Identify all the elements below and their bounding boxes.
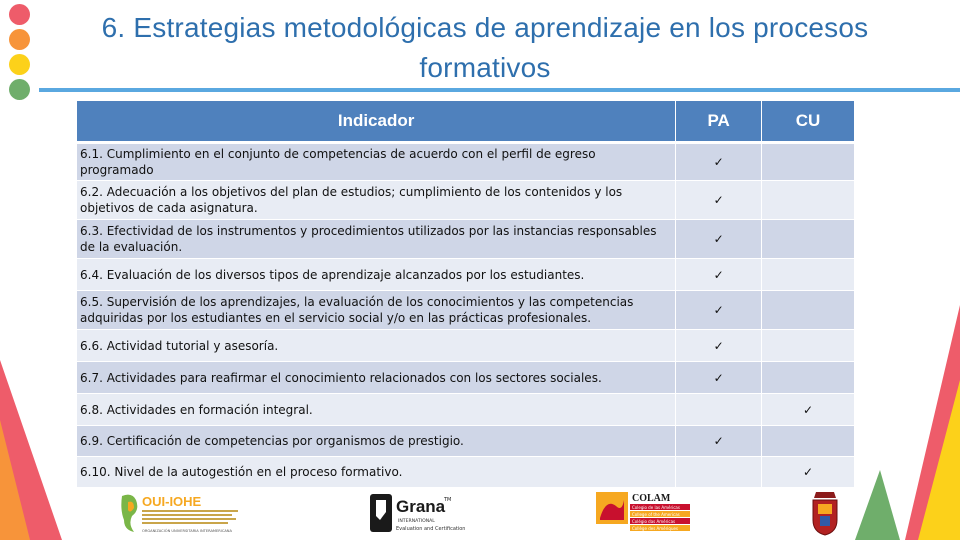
- dot-orange: [9, 29, 30, 50]
- pa-check-icon: ✓: [676, 259, 762, 291]
- header-pa: PA: [676, 101, 762, 143]
- pa-check-icon: ✓: [676, 143, 762, 181]
- table-row: [77, 143, 855, 181]
- table-row: [77, 330, 855, 362]
- indicator-text: 6.2. Adecuación a los objetivos del plan de estudios; cumplimiento de los contenidos y los objetivos de cada asignatura.: [77, 181, 676, 220]
- oui-logo-name: OUI-IOHE: [142, 494, 202, 509]
- dot-yellow: [9, 54, 30, 75]
- cu-cell: [762, 330, 855, 362]
- colam-line: Collège des Amériques: [632, 526, 679, 531]
- dot-green: [9, 79, 30, 100]
- footer-logos: [100, 490, 860, 538]
- header-cu: CU: [762, 101, 855, 143]
- cu-cell: [762, 143, 855, 181]
- indicator-text: 6.6. Actividad tutorial y asesoría.: [77, 330, 676, 362]
- header-indicador: Indicador: [77, 101, 676, 143]
- pa-check-icon: ✓: [676, 181, 762, 220]
- pa-check-icon: ✓: [676, 426, 762, 457]
- cu-cell: [762, 220, 855, 259]
- cu-check-icon: ✓: [762, 394, 855, 426]
- grana-logo-name: Grana: [396, 497, 446, 516]
- right-red-shape: [905, 305, 960, 540]
- table-row: [77, 181, 855, 220]
- grana-logo: [368, 490, 478, 536]
- pa-check-icon: ✓: [676, 362, 762, 394]
- dot-red: [9, 4, 30, 25]
- oui-iohe-logo: [118, 490, 248, 536]
- indicator-text: 6.5. Supervisión de los aprendizajes, la evaluación de los conocimientos y las competencias adquiridas por los estudiantes en el servicio social y/o en las prácticas profesionales.: [77, 291, 676, 330]
- colam-line: College of the Americas: [632, 512, 680, 517]
- pa-check-icon: ✓: [676, 291, 762, 330]
- right-yellow-shape: [918, 380, 960, 540]
- colam-logo-name: COLAM: [632, 493, 671, 504]
- pa-cell: [676, 457, 762, 488]
- pa-check-icon: ✓: [676, 220, 762, 259]
- table-row: [77, 259, 855, 291]
- cu-cell: [762, 426, 855, 457]
- indicator-text: 6.10. Nivel de la autogestión en el proceso formativo.: [77, 457, 676, 488]
- right-green-shape: [855, 470, 900, 540]
- cu-cell: [762, 181, 855, 220]
- indicators-table: [76, 100, 855, 488]
- colam-line: Colegio de las Américas: [632, 505, 680, 510]
- oui-logo-subtitle: ORGANIZACIÓN UNIVERSITARIA INTERAMERICANA: [142, 529, 232, 533]
- cu-cell: [762, 291, 855, 330]
- title-underline: [39, 88, 960, 92]
- table-row: [77, 362, 855, 394]
- table-row: [77, 291, 855, 330]
- indicator-text: 6.7. Actividades para reafirmar el conocimiento relacionados con los sectores sociales.: [77, 362, 676, 394]
- indicator-text: 6.9. Certificación de competencias por organismos de prestigio.: [77, 426, 676, 457]
- table-row: [77, 220, 855, 259]
- indicator-text: 6.1. Cumplimiento en el conjunto de competencias de acuerdo con el perfil de egreso programado: [77, 143, 676, 181]
- color-dots: [9, 4, 31, 104]
- table-header-row: [77, 101, 855, 143]
- colam-logo: [596, 490, 692, 536]
- table-row: [77, 426, 855, 457]
- cu-cell: [762, 259, 855, 291]
- grana-logo-tm: TM: [444, 497, 452, 503]
- grana-logo-line2: Evaluation and Certification: [396, 526, 466, 532]
- pa-cell: [676, 394, 762, 426]
- table-row: [77, 457, 855, 488]
- cu-cell: [762, 362, 855, 394]
- left-orange-shape: [0, 420, 30, 540]
- indicator-text: 6.3. Efectividad de los instrumentos y procedimientos utilizados por las instancias responsables de la evaluación.: [77, 220, 676, 259]
- cu-check-icon: ✓: [762, 457, 855, 488]
- indicator-text: 6.4. Evaluación de los diversos tipos de aprendizaje alcanzados por los estudiantes.: [77, 259, 676, 291]
- pa-check-icon: ✓: [676, 330, 762, 362]
- indicator-text: 6.8. Actividades en formación integral.: [77, 394, 676, 426]
- colam-line: Colégio das Américas: [632, 519, 676, 524]
- table-row: [77, 394, 855, 426]
- university-crest-icon: [808, 490, 842, 536]
- grana-logo-line1: INTERNATIONAL: [398, 519, 435, 524]
- slide-title: 6. Estrategias metodológicas de aprendizaje en los procesos formativos: [101, 12, 869, 83]
- left-red-shape: [0, 360, 62, 540]
